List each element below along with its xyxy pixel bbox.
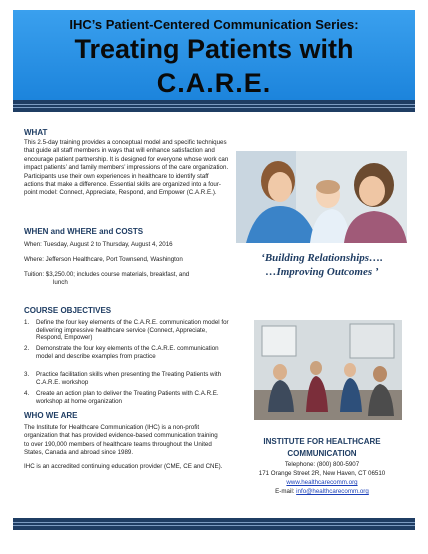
email-label: E-mail: [275, 488, 297, 495]
title-banner [13, 10, 415, 100]
when-line: When: Tuesday, August 2 to Thursday, August 4, 2016 [24, 241, 173, 248]
tuition-line-cont: lunch [53, 279, 68, 286]
objective-item: 1. Define the four key elements of the C.A.R.E. communication model for delivering impressive healthcare service (Connect, Appreciate, Respond, Empower) [24, 319, 229, 342]
objectives-heading: COURSE OBJECTIVES [24, 306, 112, 315]
series-title: IHC’s Patient-Centered Communication Series: [69, 17, 359, 32]
accreditation-text: IHC is an accredited continuing education provider (CME, CE and CNE). [24, 463, 223, 470]
quote-line2: …Improving Outcomes ’ [265, 266, 379, 278]
nurse-with-baby-photo [236, 151, 407, 243]
who-body: The Institute for Healthcare Communication (IHC) is a non-profit organization that has provided evidence-based communication training to over 190,000 members of healthcare teams throughout the United States, Canada and abroad since 1989. [24, 424, 218, 457]
main-title-line1: Treating Patients with [74, 34, 354, 64]
objective-item: 4. Create an action plan to deliver the Treating Patients with C.A.R.E. workshop at home organization [24, 390, 219, 405]
what-body: This 2.5-day training provides a conceptual model and specific techniques that guide all staff members in ways that will enhance satisfaction and encourage patient partnership. It is designed for everyone whose work can impact patients’ and family members’ impressions of the care organization. Participants use their own experiences in healthcare to identify staff actions that make a difference. Essential skills are organized into a four-point model: Connect, Appreciate, Respond, and Empower (C.A.R.E.). [24, 139, 229, 197]
email-link[interactable]: info@healthcarecomm.org [296, 488, 369, 495]
website-line [236, 479, 408, 488]
telephone-line: Telephone: (800) 800-5907 [284, 461, 360, 468]
website-link[interactable]: www.healthcarecomm.org [286, 479, 358, 486]
top-divider-band [13, 100, 415, 112]
institute-name-line2: COMMUNICATION [287, 449, 357, 458]
email-line [236, 488, 408, 497]
what-heading: WHAT [24, 128, 48, 137]
bottom-divider-band [13, 518, 415, 530]
institute-name-line1: INSTITUTE FOR HEALTHCARE [263, 437, 381, 446]
main-title-line2: C.A.R.E. [156, 68, 272, 98]
objective-item: 2. Demonstrate the four key elements of the C.A.R.E. communication model and describe examples from practice [24, 345, 219, 360]
where-line: Where: Jefferson Healthcare, Port Townsend, Washington [24, 256, 183, 263]
workshop-photo [254, 320, 402, 420]
who-heading: WHO WE ARE [24, 411, 78, 420]
tuition-line: Tuition: $3,250.00; includes course materials, breakfast, and [24, 271, 190, 278]
objective-item: 3. Practice facilitation skills when presenting the Treating Patients with C.A.R.E. workshop [24, 371, 222, 386]
quote-line1: ‘Building Relationships…. [261, 252, 383, 264]
logistics-heading: WHEN and WHERE and COSTS [24, 227, 144, 236]
address-line: 171 Orange Street 2R, New Haven, CT 06510 [258, 470, 386, 477]
